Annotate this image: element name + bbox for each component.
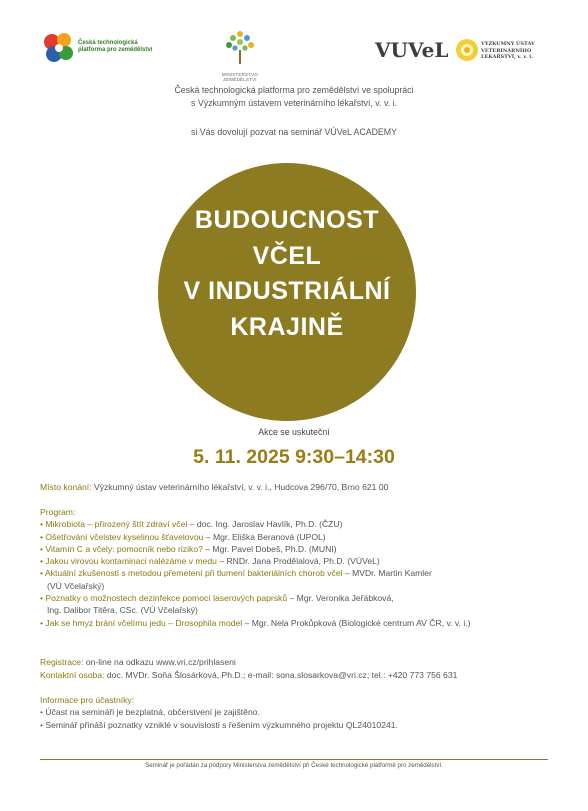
event-note: Akce se uskuteční	[258, 427, 330, 437]
program-item: • Vitamín C a včely: pomocník nebo riziko? – Mgr. Pavel Dobeš, Ph.D. (MUNI)	[40, 543, 337, 554]
program-item-continued: Ing. Dalibor Titěra, CSc. (VÚ Včelařský)	[47, 605, 198, 616]
mze-logo-text: MINISTERSTVO ZEMĚDĚLSTVÍ	[221, 72, 259, 82]
intro-line-1: Česká technologická platforma pro zemědělství ve spolupráci	[174, 85, 414, 95]
ctp-logo-text: Česká technologická platforma pro zemědělství	[78, 40, 153, 53]
venue-value: Výzkumný ústav veterinárního lékařství, v. v. i., Hudcova 296/70, Brno 621 00	[91, 482, 389, 492]
intro-line-3: si Vás dovolují pozvat na seminář VÚVeL ACADEMY	[190, 127, 397, 137]
program-item: • Poznatky o možnostech dezinfekce pomocí laserových paprsků – Mgr. Veronika Jeřábková,	[40, 593, 394, 604]
info-label: Informace pro účastníky:	[40, 695, 135, 705]
footer-divider	[40, 759, 548, 760]
sun-logo-icon	[455, 38, 479, 62]
program-item: • Jakou virovou kontaminaci nalézáme v medu – RNDr. Jana Prodělalová, Ph.D. (VÚVeL)	[40, 556, 380, 567]
program-item: • Mikrobiota – přirozený štít zdraví včel – doc. Ing. Jaroslav Havlík, Ph.D. (ČZU)	[40, 519, 343, 530]
contact	[40, 669, 560, 681]
program-item: • Ošetřování včelstev kyselinou šťavelovou – Mgr. Eliška Beranová (UPOL)	[40, 531, 326, 542]
vuvel-brand: VUVeL	[375, 38, 449, 62]
footer-note: Seminář je pořádán za podpory Ministerstva zemědělství při České technologické platformě pro zemědělství.	[145, 762, 443, 769]
contact-value: doc. MVDr. Soňa Šlosárková, Ph.D.; e-mail: sona.slosarkova@vri.cz; tel.: +420 773 756 631	[104, 670, 458, 680]
program-item: • Aktuální zkušenosti s metodou přemetení při tlumení bakteriálních chorob včel – MVDr. Martin Kamler	[40, 568, 432, 579]
event-date: 5. 11. 2025 9:30–14:30	[193, 446, 395, 468]
tree-logo-icon	[223, 28, 257, 66]
venue-label: Místo konání:	[40, 482, 92, 492]
registration	[40, 656, 560, 668]
program-label: Program:	[40, 507, 76, 517]
ctp-logo	[40, 30, 170, 70]
vuvel-logo-text: VÝZKUMNÝ ÚSTAV VETERINÁRNÍHO LÉKAŘSTVÍ, v. v. i.	[481, 41, 535, 60]
program	[40, 506, 560, 629]
program-item-continued: (VÚ Včelařský)	[47, 580, 105, 591]
participant-info	[40, 694, 560, 731]
ctp-logo-icon	[40, 30, 76, 66]
info-item: • Seminář přináší poznatky vzniklé v souvislosti s řešením výzkumného projektu QL24010241.	[40, 719, 398, 730]
contact-label: Kontaktní osoba:	[40, 670, 105, 680]
vuvel-logo	[375, 38, 555, 66]
registration-link[interactable]: on-line na odkazu www.vri.cz/prihlaseni	[83, 657, 236, 667]
mze-logo	[210, 28, 270, 82]
venue	[40, 481, 560, 493]
program-item: • Jak se hmyz brání včelímu jedu – Drosophila model – Mgr. Nela Prokůpková (Biologické centrum AV ČR, v. v. i.)	[40, 617, 471, 628]
info-item: • Účast na semináři je bezplatná, občerstvení je zajištěno.	[40, 707, 260, 718]
intro-line-2: s Výzkumným ústavem veterinárního lékařství, v. v. i.	[191, 98, 397, 108]
seminar-title: BUDOUCNOST VČEL V INDUSTRIÁLNÍ KRAJINĚ	[183, 206, 391, 341]
registration-label: Registrace:	[40, 657, 84, 667]
